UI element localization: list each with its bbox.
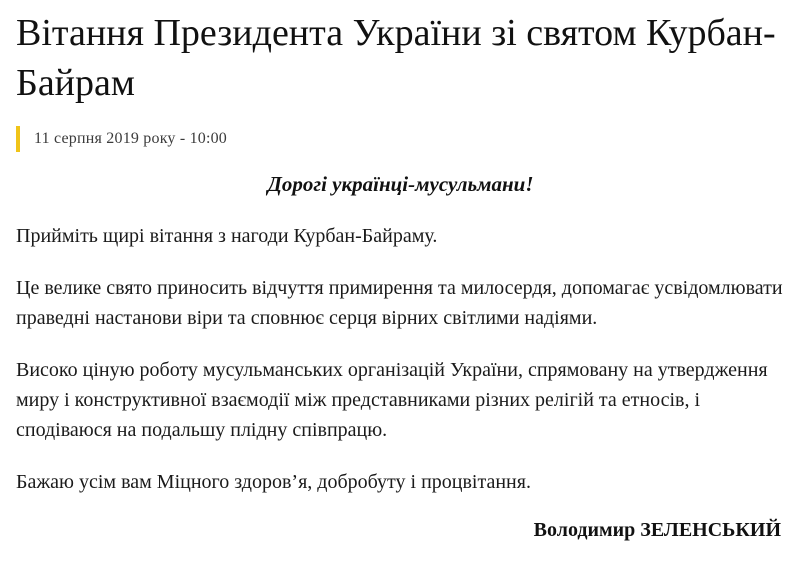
article-paragraph: Високо ціную роботу мусульманських організацій України, спрямовану на утвердження миру і конструктивної взаємодії між представниками різних релігій та етносів, і сподіваюся на подальшу плідну співпрацю.: [16, 359, 768, 442]
article-paragraph: Це велике свято приносить відчуття примирення та милосердя, допомагає усвідомлювати праведні настанови віри та сповнює серця вірних світлими надіями.: [16, 277, 783, 330]
article-paragraph: Прийміть щирі вітання з нагоди Курбан-Байраму.: [16, 225, 438, 248]
article-paragraph: Бажаю усім вам Міцного здоров’я, добробуту і процвітання.: [16, 471, 531, 494]
publish-date: 11 серпня 2019 року - 10:00: [34, 130, 228, 148]
page-title: Вітання Президента України зі святом Курбан-Байрам: [16, 12, 776, 105]
article-lead: Дорогі українці-мусульмани!: [267, 172, 534, 197]
article-meta: [16, 126, 785, 152]
accent-bar-icon: [16, 126, 20, 152]
article-signature: Володимир ЗЕЛЕНСЬКИЙ: [533, 519, 781, 542]
